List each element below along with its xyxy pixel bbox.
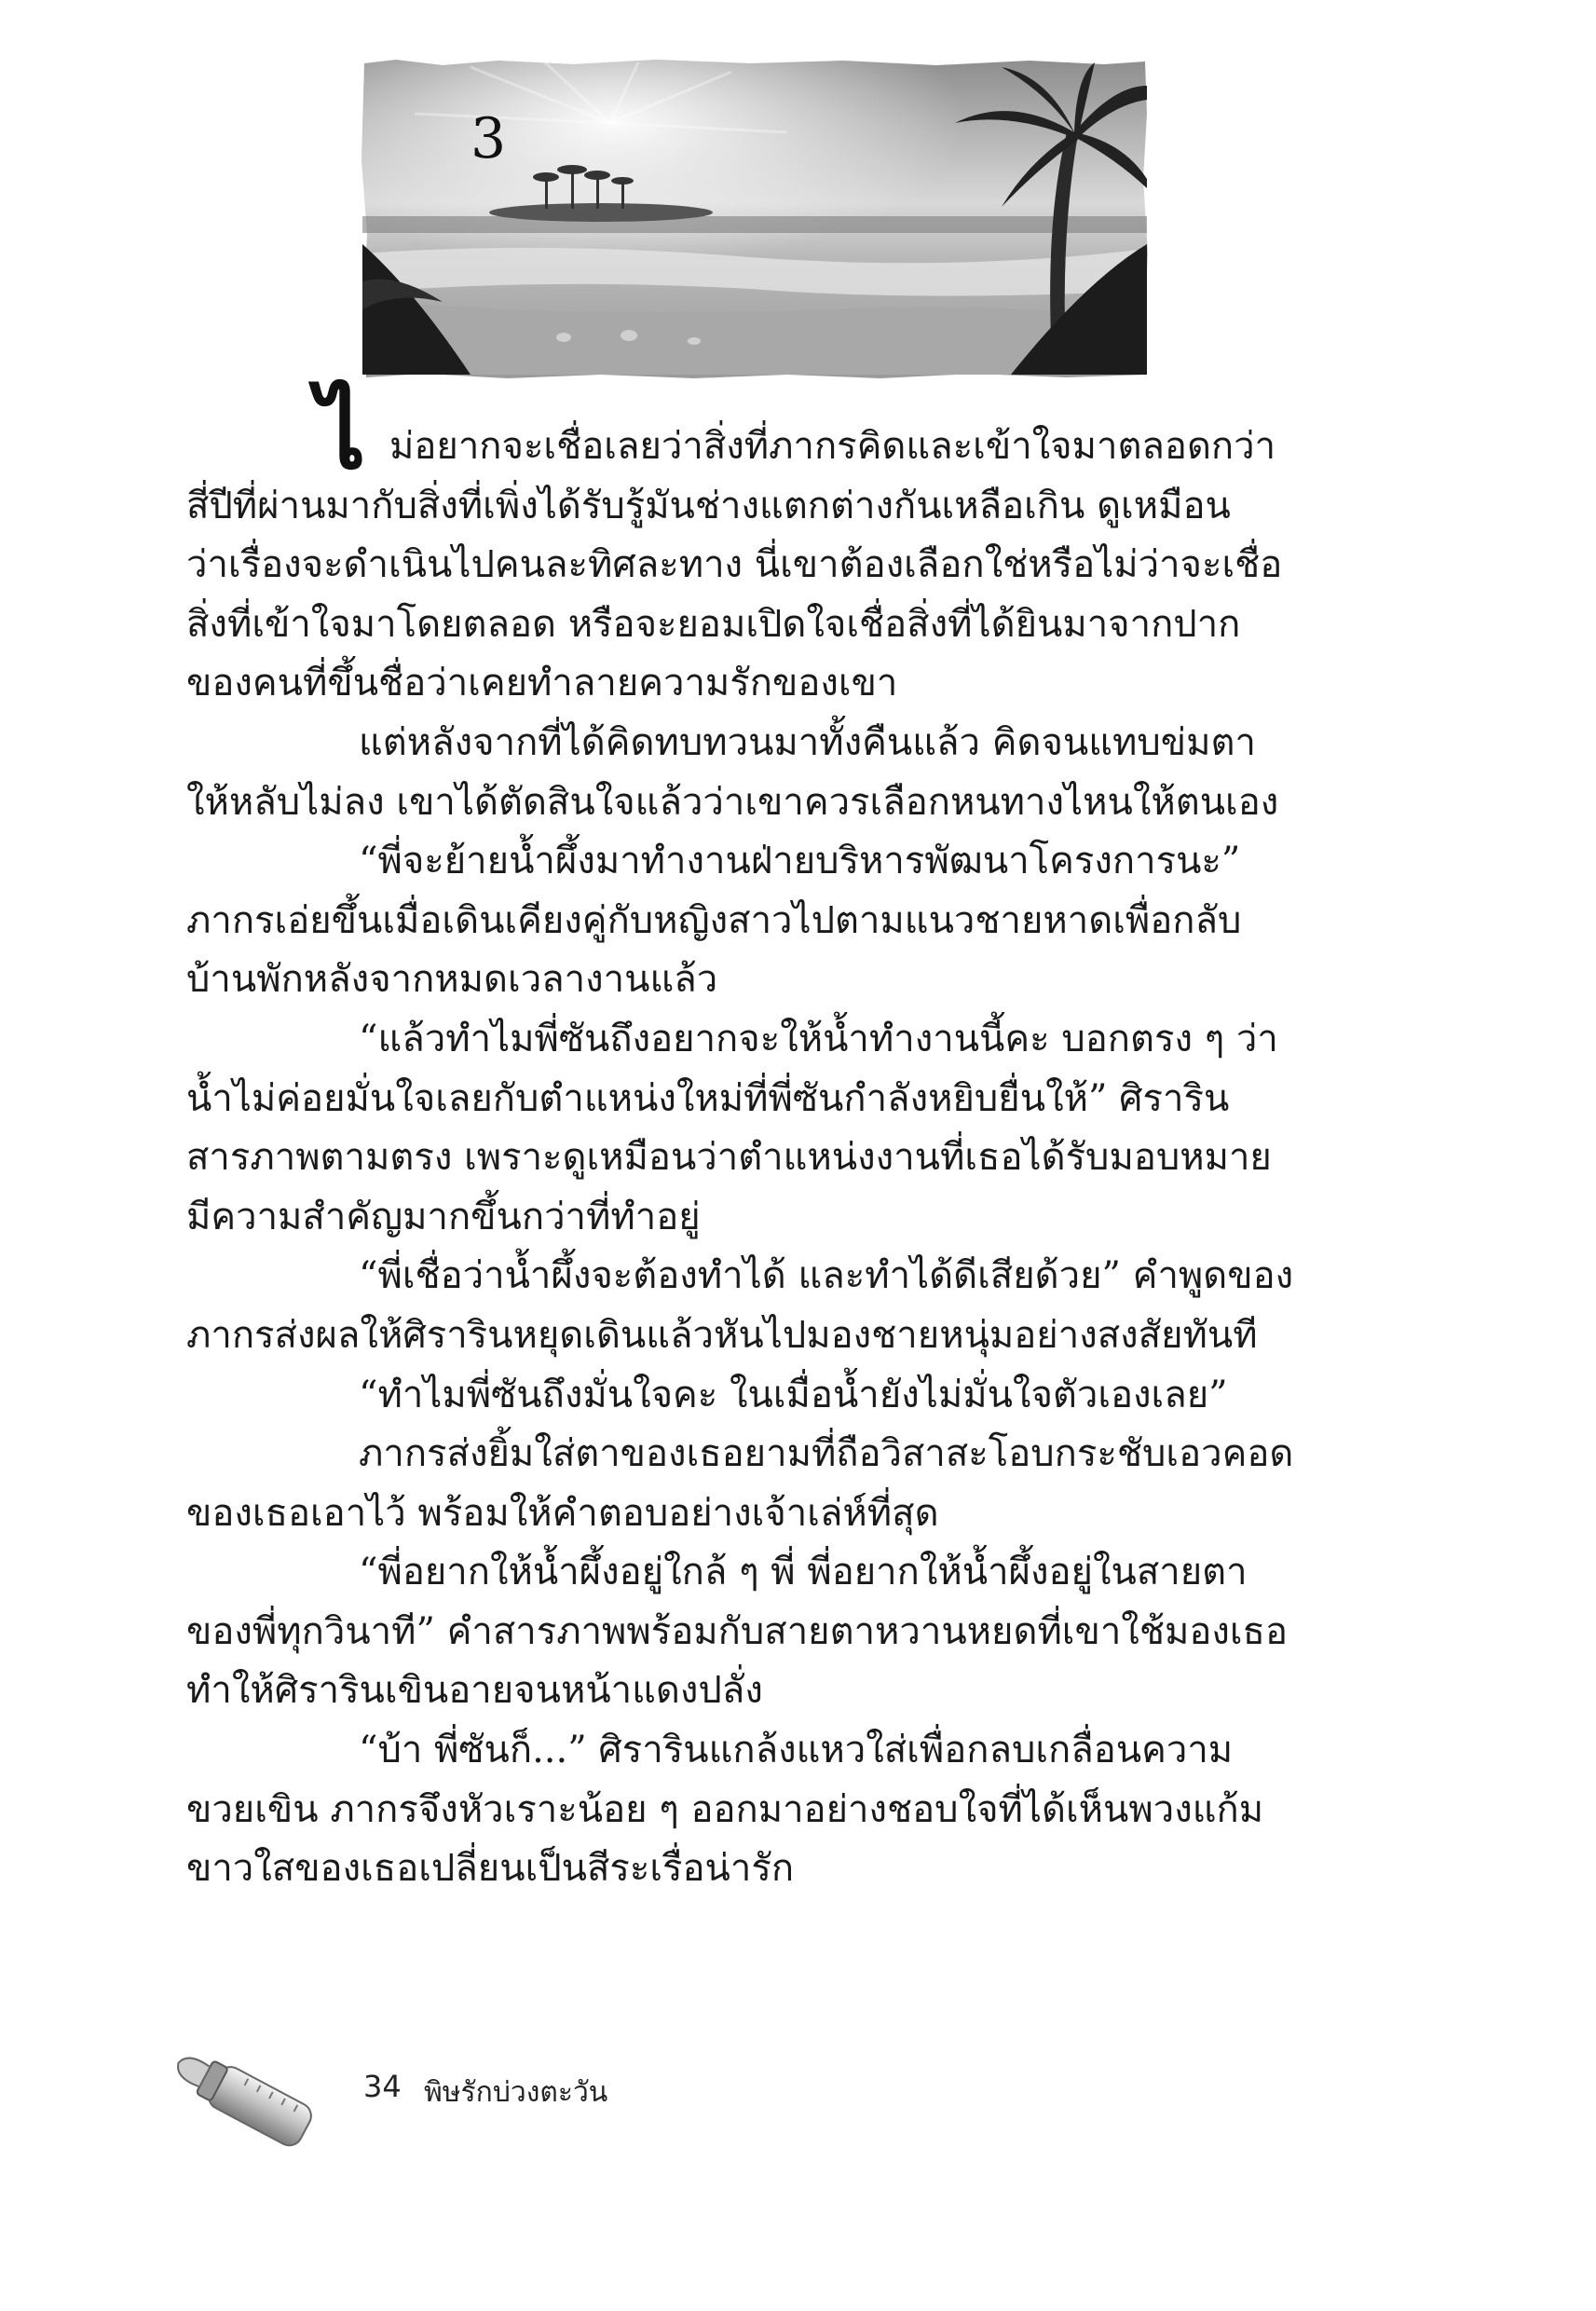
text-line: “พี่เชื่อว่าน้ำผึ้งจะต้องทำได้ และทำได้ดีเสียด้วย” คำพูดของ [359,1254,1294,1298]
text-line: ภากรส่งยิ้มใส่ตาของเธอยามที่ถือวิสาสะโอบกระชับเอวคอด [359,1432,1294,1476]
text-line: “พี่อยากให้น้ำผึ้งอยู่ใกล้ ๆ พี่ พี่อยากให้น้ำผึ้งอยู่ในสายตา [359,1551,1248,1594]
text-line: แต่หลังจากที่ได้คิดทบทวนมาทั้งคืนแล้ว คิดจนแทบข่มตา [359,720,1256,764]
text-line: ว่าเรื่องจะดำเนินไปคนละทิศละทาง นี่เขาต้องเลือกใช่หรือไม่ว่าจะเชื่อ [186,543,1283,587]
paragraph [186,832,1328,1010]
paragraph [186,1247,1328,1365]
text-line: “แล้วทำไมพี่ซันถึงอยากจะให้น้ำทำงานนี้คะ บอกตรง ๆ ว่า [359,1017,1278,1060]
paragraph [186,714,1328,832]
text-line: สี่ปีที่ผ่านมากับสิ่งที่เพิ่งได้รับรู้มันช่างแตกต่างกันเหลือเกิน ดูเหมือน [186,484,1231,527]
text-line: ขาวใสของเธอเปลี่ยนเป็นสีระเรื่อน่ารัก [186,1847,795,1891]
text-line: บ้านพักหลังจากหมดเวลางานแล้ว [186,958,718,1002]
text-line: มีความสำคัญมากขึ้นกว่าที่ทำอยู่ [186,1195,701,1238]
paragraph [186,1425,1328,1543]
text-line: ขวยเขิน ภากรจึงหัวเราะน้อย ๆ ออกมาอย่างชอบใจที่ได้เห็นพวงแก้ม [186,1787,1264,1831]
page-footer [177,2069,736,2181]
text-line: สิ่งที่เข้าใจมาโดยตลอด หรือจะยอมเปิดใจเชื่อสิ่งที่ได้ยินมาจากปาก [186,602,1241,646]
chapter-header-illustration [359,58,1151,379]
paragraph [186,1543,1328,1721]
text-line: “พี่จะย้ายน้ำผึ้งมาทำงานฝ่ายบริหารพัฒนาโครงการนะ” [359,840,1241,883]
paragraph [186,1721,1328,1899]
text-line: ภากรส่งผลให้ศิรารินหยุดเดินแล้วหันไปมองชายหนุ่มอย่างสงสัยทันที [186,1313,1258,1357]
text-line: น้ำไม่ค่อยมั่นใจเลยกับตำแหน่งใหม่ที่พี่ซันกำลังหยิบยื่นให้” ศิราริน [186,1076,1230,1120]
text-line: ของพี่ทุกวินาที” คำสารภาพพร้อมกับสายตาหวานหยดที่เขาใช้มองเธอ [186,1609,1288,1653]
paragraph [186,1010,1328,1247]
paragraph [186,1366,1328,1426]
baby-bottle-icon [163,2033,349,2173]
text-line: ภากรเอ่ยขึ้นเมื่อเดินเคียงคู่กับหญิงสาวไปตามแนวชายหาดเพื่อกลับ [186,898,1242,942]
text-line: “บ้า พี่ซันก็...” ศิรารินแกล้งแหวใส่เพื่อกลบเกลื่อนความ [359,1729,1234,1772]
book-title: พิษรักบ่วงตะวัน [424,2076,608,2109]
drop-cap: ไ [317,376,366,491]
chapter-number: 3 [471,106,507,171]
page-number: 34 [363,2069,402,2104]
text-line: ของคนที่ขึ้นชื่อว่าเคยทำลายความรักของเขา [186,662,898,705]
chapter-body-text [186,376,1328,1899]
text-line: สารภาพตามตรง เพราะดูเหมือนว่าตำแหน่งงานที่เธอได้รับมอบหมาย [186,1136,1272,1180]
text-line: ให้หลับไม่ลง เขาได้ตัดสินใจแล้วว่าเขาควรเลือกหนทางไหนให้ตนเอง [186,780,1279,824]
text-line: ทำให้ศิรารินเขินอายจนหน้าแดงปลั่ง [186,1669,763,1713]
text-line: ม่อยากจะเชื่อเลยว่าสิ่งที่ภากรคิดและเข้าใจมาตลอดกว่า [389,425,1276,468]
text-line: “ทำไมพี่ซันถึงมั่นใจคะ ในเมื่อน้ำยังไม่มั่นใจตัวเองเลย” [359,1373,1228,1416]
text-line: ของเธอเอาไว้ พร้อมให้คำตอบอย่างเจ้าเล่ห์ที่สุด [186,1491,939,1535]
paragraph [186,376,1328,714]
